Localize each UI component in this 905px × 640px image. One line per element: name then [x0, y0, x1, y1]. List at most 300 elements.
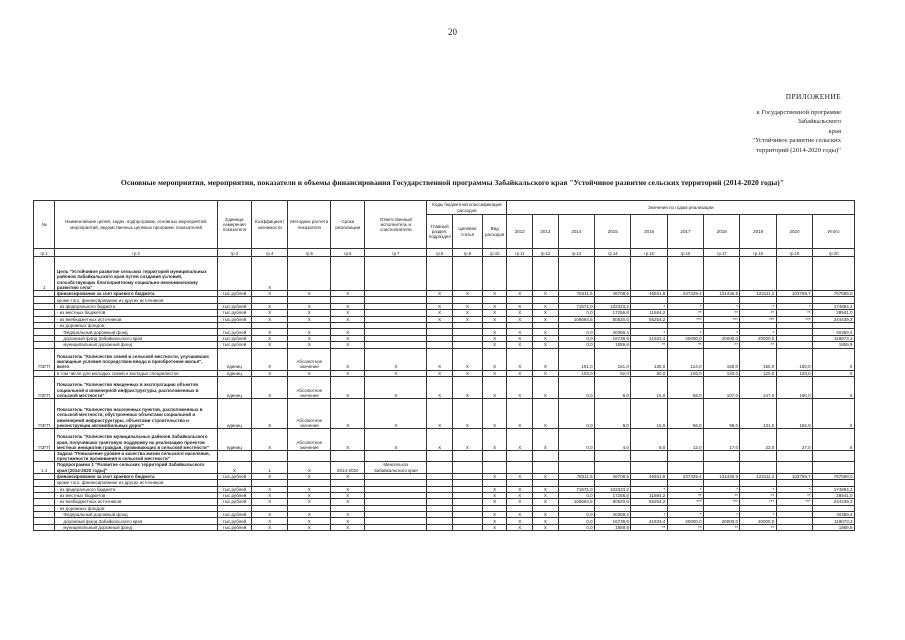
- row-name-cell: муниципальный дорожный фонд: [55, 342, 217, 348]
- table-cell: X: [507, 518, 533, 524]
- table-cell: 135,0: [631, 348, 667, 370]
- table-cell: тыс.рублей: [217, 518, 251, 524]
- table-cell: X: [217, 462, 251, 473]
- table-cell: X: [288, 518, 331, 524]
- header-year: 2017: [667, 215, 703, 249]
- table-cell: [595, 462, 631, 473]
- table-cell: X: [507, 524, 533, 530]
- row-number-cell: ПЗГП: [34, 348, 55, 370]
- row-name-cell: - из федерального бюджета: [55, 486, 217, 492]
- table-cell: X: [252, 329, 288, 335]
- table-cell: X: [507, 291, 533, 297]
- table-cell: 0,0: [558, 342, 594, 348]
- table-cell: X: [331, 512, 365, 518]
- table-cell: [631, 450, 667, 461]
- table-cell: X: [482, 473, 507, 479]
- appendix-line: к Государственной программе: [756, 108, 841, 116]
- table-cell: [482, 462, 507, 473]
- table-cell: **: [740, 524, 776, 530]
- header-responsible: Ответственный исполнитель и соисполнители: [365, 201, 427, 249]
- table-cell: X: [452, 348, 482, 370]
- table-cell: ***: [704, 499, 740, 505]
- table-cell: 147,0: [740, 376, 776, 398]
- table-cell: X: [507, 512, 533, 518]
- table-cell: X: [288, 492, 331, 498]
- table-cell: 120,0: [740, 370, 776, 376]
- appendix-line: территорий (2014-2020 годы)": [756, 146, 841, 154]
- table-cell: X: [365, 398, 427, 428]
- table-cell: X: [288, 499, 331, 505]
- table-cell: **: [704, 310, 740, 316]
- table-cell: X: [427, 303, 453, 309]
- table-cell: [533, 257, 559, 291]
- table-cell: X: [365, 370, 427, 376]
- table-cell: тыс.рублей: [217, 310, 251, 316]
- appendix-line: края: [828, 127, 841, 135]
- table-cell: X: [252, 257, 288, 291]
- table-cell: 16739,9: [595, 335, 631, 341]
- column-number: гр.6: [331, 249, 365, 257]
- column-number: гр.20: [813, 249, 855, 257]
- table-cell: [452, 462, 482, 473]
- table-cell: тыс.рублей: [217, 499, 251, 505]
- table-cell: *: [667, 486, 703, 492]
- table-cell: X: [533, 518, 559, 524]
- table-cell: 150,0: [740, 348, 776, 370]
- table-cell: X: [331, 376, 365, 398]
- table-cell: X: [252, 518, 288, 524]
- header-year: 2018: [704, 215, 740, 249]
- table-cell: 46708,5: [595, 291, 631, 297]
- table-cell: [365, 450, 427, 461]
- table-cell: X: [533, 376, 559, 398]
- table-cell: *: [740, 329, 776, 335]
- table-cell: 41933,4: [631, 335, 667, 341]
- column-number: гр.9: [452, 249, 482, 257]
- table-cell: 1859,9: [813, 524, 855, 530]
- table-cell: X: [331, 291, 365, 297]
- table-cell: [427, 450, 453, 461]
- table-cell: [740, 450, 776, 461]
- table-cell: 123111,2: [740, 473, 776, 479]
- table-cell: Абсолютное значение: [288, 398, 331, 428]
- table-cell: тыс.рублей: [217, 492, 251, 498]
- table-cell: X: [533, 473, 559, 479]
- column-number: гр.16: [667, 249, 703, 257]
- table-cell: X: [252, 492, 288, 498]
- table-cell: 156,0: [776, 398, 812, 428]
- table-cell: X: [288, 303, 331, 309]
- table-cell: единиц: [217, 428, 251, 450]
- table-cell: X: [533, 342, 559, 348]
- table-cell: X: [533, 303, 559, 309]
- table-cell: X: [288, 524, 331, 530]
- table-cell: 190,0: [776, 376, 812, 398]
- header-year: 2015: [595, 215, 631, 249]
- row-name-cell: - из внебюджетных источников: [55, 499, 217, 505]
- table-cell: [252, 450, 288, 461]
- table-cell: 11684,2: [631, 492, 667, 498]
- table-cell: 767589,0: [813, 291, 855, 297]
- column-number: гр.5: [288, 249, 331, 257]
- table-row: [34, 398, 855, 428]
- table-cell: X: [507, 473, 533, 479]
- table-cell: 80520,6: [595, 316, 631, 322]
- column-number: гр.15: [631, 249, 667, 257]
- table-cell: единиц: [217, 376, 251, 398]
- row-name-cell: - из федерального бюджета: [55, 303, 217, 309]
- table-cell: 120,0: [704, 370, 740, 376]
- table-cell: [813, 462, 855, 473]
- table-cell: X: [452, 316, 482, 322]
- table-cell: 103,0: [558, 370, 594, 376]
- table-cell: X: [427, 370, 453, 376]
- table-cell: единиц: [217, 370, 251, 376]
- table-cell: *: [776, 303, 812, 309]
- column-numbers-row: [34, 249, 855, 257]
- table-cell: X: [252, 486, 288, 492]
- table-cell: X: [813, 398, 855, 428]
- table-cell: X: [507, 398, 533, 428]
- table-cell: [427, 257, 453, 291]
- table-cell: X: [365, 376, 427, 398]
- table-cell: X: [507, 486, 533, 492]
- table-cell: X: [288, 342, 331, 348]
- table-cell: [217, 257, 251, 291]
- table-cell: тыс.рублей: [217, 486, 251, 492]
- header-year: 2019: [740, 215, 776, 249]
- header-unit: Единица измерения показателя: [217, 201, 251, 249]
- table-cell: 237329,4: [667, 291, 703, 297]
- header-year: 2013: [533, 215, 559, 249]
- table-cell: 244439,3: [813, 499, 855, 505]
- table-cell: X: [288, 316, 331, 322]
- header-year: 2020: [776, 215, 812, 249]
- table-cell: 56,0: [667, 398, 703, 428]
- table-cell: 20000,0: [704, 335, 740, 341]
- table-cell: 150,0: [704, 348, 740, 370]
- table-cell: 131436,9: [704, 473, 740, 479]
- column-number: гр.3: [217, 249, 251, 257]
- table-cell: 55254,2: [631, 316, 667, 322]
- column-number: гр.19: [776, 249, 812, 257]
- table-cell: 11684,2: [631, 310, 667, 316]
- table-cell: X: [427, 348, 453, 370]
- table-cell: ***: [776, 316, 812, 322]
- appendix-heading: ПРИЛОЖЕНИЕ: [785, 92, 841, 101]
- table-cell: [365, 257, 427, 291]
- row-name-cell: кроме того, финансирование из других источников:: [55, 480, 217, 486]
- table-cell: [558, 450, 594, 461]
- table-cell: X: [331, 473, 365, 479]
- table-cell: 103759,7: [776, 473, 812, 479]
- table-cell: 0,0: [558, 310, 594, 316]
- table-cell: [740, 257, 776, 291]
- table-cell: 103323,2: [595, 303, 631, 309]
- table-cell: X: [507, 335, 533, 341]
- table-cell: X: [331, 329, 365, 335]
- table-cell: [217, 450, 251, 461]
- table-cell: X: [452, 303, 482, 309]
- table-cell: тыс.рублей: [217, 524, 251, 530]
- table-cell: 12,0: [667, 428, 703, 450]
- table-cell: X: [331, 335, 365, 341]
- table-cell: 16,0: [631, 398, 667, 428]
- table-cell: [776, 450, 812, 461]
- appendix-line: "Устойчивое развитие сельских: [752, 137, 841, 145]
- table-cell: X: [252, 473, 288, 479]
- table-cell: **: [704, 492, 740, 498]
- table-cell: X: [452, 291, 482, 297]
- table-row: [34, 428, 855, 450]
- table-cell: 28941,0: [813, 310, 855, 316]
- table-cell: ***: [740, 499, 776, 505]
- header-gr: Главный раздел, подраздел: [427, 215, 453, 249]
- table-cell: единиц: [217, 348, 251, 370]
- table-cell: X: [331, 486, 365, 492]
- table-cell: 1859,9: [813, 342, 855, 348]
- table-cell: X: [482, 370, 507, 376]
- table-cell: X: [533, 348, 559, 370]
- table-cell: X: [452, 376, 482, 398]
- table-cell: X: [252, 291, 288, 297]
- table-cell: ***: [740, 316, 776, 322]
- table-cell: X: [507, 342, 533, 348]
- table-cell: [704, 257, 740, 291]
- table-cell: *: [704, 303, 740, 309]
- table-cell: тыс.рублей: [217, 342, 251, 348]
- header-kind: Вид расходов: [482, 215, 507, 249]
- table-cell: 191,0: [558, 348, 594, 370]
- column-number: гр.13: [558, 249, 594, 257]
- table-cell: 0,0: [558, 376, 594, 398]
- table-cell: *: [704, 486, 740, 492]
- table-cell: **: [740, 310, 776, 316]
- table-cell: **: [740, 342, 776, 348]
- appendix-block: [611, 92, 841, 156]
- column-number: гр.14: [595, 249, 631, 257]
- table-cell: Абсолютное значение: [288, 376, 331, 398]
- table-cell: **: [667, 492, 703, 498]
- table-cell: X: [533, 316, 559, 322]
- table-cell: [533, 462, 559, 473]
- table-cell: 20000,0: [704, 518, 740, 524]
- table-cell: X: [482, 291, 507, 297]
- table-cell: 131436,9: [704, 291, 740, 297]
- table-row: [34, 257, 855, 291]
- header-name: Наименование целей, задач, подпрограмм, основных мероприятий, мероприятий, ведомственных целевых программ, показателей: [55, 201, 217, 249]
- table-cell: *: [740, 303, 776, 309]
- table-cell: X: [288, 329, 331, 335]
- table-cell: тыс.рублей: [217, 291, 251, 297]
- table-cell: тыс.рублей: [217, 303, 251, 309]
- table-cell: X: [482, 316, 507, 322]
- table-cell: X: [533, 398, 559, 428]
- table-cell: 16739,9: [595, 518, 631, 524]
- table-cell: 40369,4: [813, 329, 855, 335]
- header-no: №: [34, 201, 55, 249]
- table-header: [34, 201, 855, 257]
- table-cell: 78311,5: [558, 473, 594, 479]
- table-cell: X: [533, 335, 559, 341]
- table-cell: [704, 462, 740, 473]
- row-number-cell: [34, 450, 55, 461]
- table-cell: X: [507, 376, 533, 398]
- table-cell: X: [507, 348, 533, 370]
- column-number: гр.12: [533, 249, 559, 257]
- table-cell: X: [427, 316, 453, 322]
- table-cell: X: [813, 428, 855, 450]
- table-cell: X: [482, 310, 507, 316]
- table-cell: [813, 450, 855, 461]
- table-cell: X: [533, 486, 559, 492]
- column-number: гр.2: [55, 249, 217, 257]
- table-cell: [507, 257, 533, 291]
- table-cell: *: [776, 486, 812, 492]
- row-name-cell: - из дорожных фондов:: [55, 505, 217, 511]
- table-cell: [776, 462, 812, 473]
- row-name-cell: дорожный фонд Забайкальского края: [55, 518, 217, 524]
- table-cell: X: [482, 348, 507, 370]
- column-number: гр.11: [507, 249, 533, 257]
- table-cell: 92,0: [595, 370, 631, 376]
- table-cell: 58,0: [667, 376, 703, 398]
- table-cell: X: [482, 524, 507, 530]
- table-cell: 78311,5: [558, 291, 594, 297]
- table-cell: X: [533, 428, 559, 450]
- table-cell: 174894,2: [813, 303, 855, 309]
- table-cell: **: [740, 492, 776, 498]
- table-cell: *: [704, 512, 740, 518]
- table-cell: [631, 257, 667, 291]
- table-cell: X: [813, 376, 855, 398]
- table-cell: *: [667, 512, 703, 518]
- row-name-cell: Задача "Повышение уровня и качества жизни сельского населения, престижности проживания в сельской местности": [55, 450, 217, 461]
- table-cell: X: [813, 348, 855, 370]
- header-coef: Коэффициент значимости: [252, 201, 288, 249]
- table-cell: X: [252, 348, 288, 370]
- table-cell: X: [252, 303, 288, 309]
- table-cell: [631, 462, 667, 473]
- table-cell: 118673,3: [813, 518, 855, 524]
- table-cell: X: [452, 370, 482, 376]
- table-cell: X: [482, 376, 507, 398]
- row-name-cell: Показатель "Количество семей в сельской местности, улучшивших жилищные условия посредством ввода и приобретения жилья", всего: [55, 348, 217, 370]
- row-name-cell: финансирование за счет краевого бюджета: [55, 291, 217, 297]
- row-number-cell: ПЗГП: [34, 428, 55, 450]
- table-cell: 46931,8: [631, 473, 667, 479]
- table-cell: X: [813, 370, 855, 376]
- table-cell: X: [331, 342, 365, 348]
- table-cell: [427, 524, 453, 530]
- table-cell: X: [507, 499, 533, 505]
- table-cell: 4,0: [595, 428, 631, 450]
- table-cell: [595, 257, 631, 291]
- table-cell: X: [331, 398, 365, 428]
- row-name-cell: Федеральный дорожный фонд: [55, 512, 217, 518]
- table-cell: тыс.рублей: [217, 316, 251, 322]
- table-cell: [813, 257, 855, 291]
- table-cell: 41933,4: [631, 518, 667, 524]
- table-cell: X: [252, 342, 288, 348]
- table-cell: 8,0: [595, 376, 631, 398]
- table-cell: X: [252, 524, 288, 530]
- table-cell: X: [482, 428, 507, 450]
- table-cell: 105,0: [667, 370, 703, 376]
- table-cell: **: [704, 524, 740, 530]
- table-cell: 123111,2: [740, 291, 776, 297]
- table-cell: 124,0: [667, 348, 703, 370]
- table-cell: 0,0: [558, 524, 594, 530]
- header-year: 2014: [558, 215, 594, 249]
- row-name-cell: Подпрограмма 1 "Развитие сельских территорий Забайкальского края (2014-2020 годы)": [55, 462, 217, 473]
- table-cell: ***: [776, 499, 812, 505]
- table-cell: X: [427, 376, 453, 398]
- table-cell: 16,0: [631, 376, 667, 398]
- table-cell: 0,0: [558, 428, 594, 450]
- table-cell: X: [427, 291, 453, 297]
- table-cell: X: [482, 492, 507, 498]
- table-cell: [365, 524, 427, 530]
- row-name-cell: Цель "Устойчивое развитие сельских территорий муниципальных районов Забайкальского края путем создания условий, способствующих благоприятному социально-экономическому развитию села": [55, 257, 217, 291]
- table-cell: **: [631, 524, 667, 530]
- table-cell: *: [667, 329, 703, 335]
- table-cell: 174894,2: [813, 486, 855, 492]
- table-cell: [667, 257, 703, 291]
- column-number: гр.7: [365, 249, 427, 257]
- table-cell: X: [365, 348, 427, 370]
- table-cell: 8,0: [595, 398, 631, 428]
- table-cell: **: [776, 310, 812, 316]
- column-number: гр.18: [740, 249, 776, 257]
- table-cell: [558, 462, 594, 473]
- table-cell: X: [482, 342, 507, 348]
- row-name-cell: - из дорожных фондов:: [55, 322, 217, 328]
- table-cell: **: [667, 342, 703, 348]
- table-cell: X: [252, 370, 288, 376]
- table-cell: X: [482, 518, 507, 524]
- table-cell: X: [288, 473, 331, 479]
- table-cell: X: [482, 329, 507, 335]
- table-cell: X: [252, 428, 288, 450]
- table-cell: [667, 450, 703, 461]
- header-budget-codes: Коды бюджетной классификации расходов: [427, 201, 507, 215]
- table-cell: 107,0: [704, 376, 740, 398]
- table-cell: X: [533, 512, 559, 518]
- row-name-cell: Федеральный дорожный фонд: [55, 329, 217, 335]
- table-cell: X: [288, 486, 331, 492]
- table-cell: X: [533, 291, 559, 297]
- table-cell: 17256,8: [595, 492, 631, 498]
- table-cell: X: [507, 370, 533, 376]
- table-cell: *: [704, 329, 740, 335]
- table-cell: X: [331, 518, 365, 524]
- row-name-cell: Показатель "Количество населенных пунктов, расположенных в сельской местности, обустроенных объектами социальной и инженерной инфраструктуры, объектами строительства и реконструкции автомобильных дорог": [55, 398, 217, 428]
- column-number: гр.1: [34, 249, 55, 257]
- table-cell: X: [252, 512, 288, 518]
- table-cell: 244439,3: [813, 316, 855, 322]
- table-cell: [507, 450, 533, 461]
- table-cell: X: [533, 524, 559, 530]
- table-cell: единиц: [217, 398, 251, 428]
- table-cell: 20000,0: [667, 335, 703, 341]
- table-cell: [776, 524, 812, 530]
- header-target: Целевая статья: [452, 215, 482, 249]
- table-row: [34, 348, 855, 370]
- program-table: [33, 200, 855, 531]
- row-name-cell: - из внебюджетных источников: [55, 316, 217, 322]
- table-cell: 22,0: [740, 428, 776, 450]
